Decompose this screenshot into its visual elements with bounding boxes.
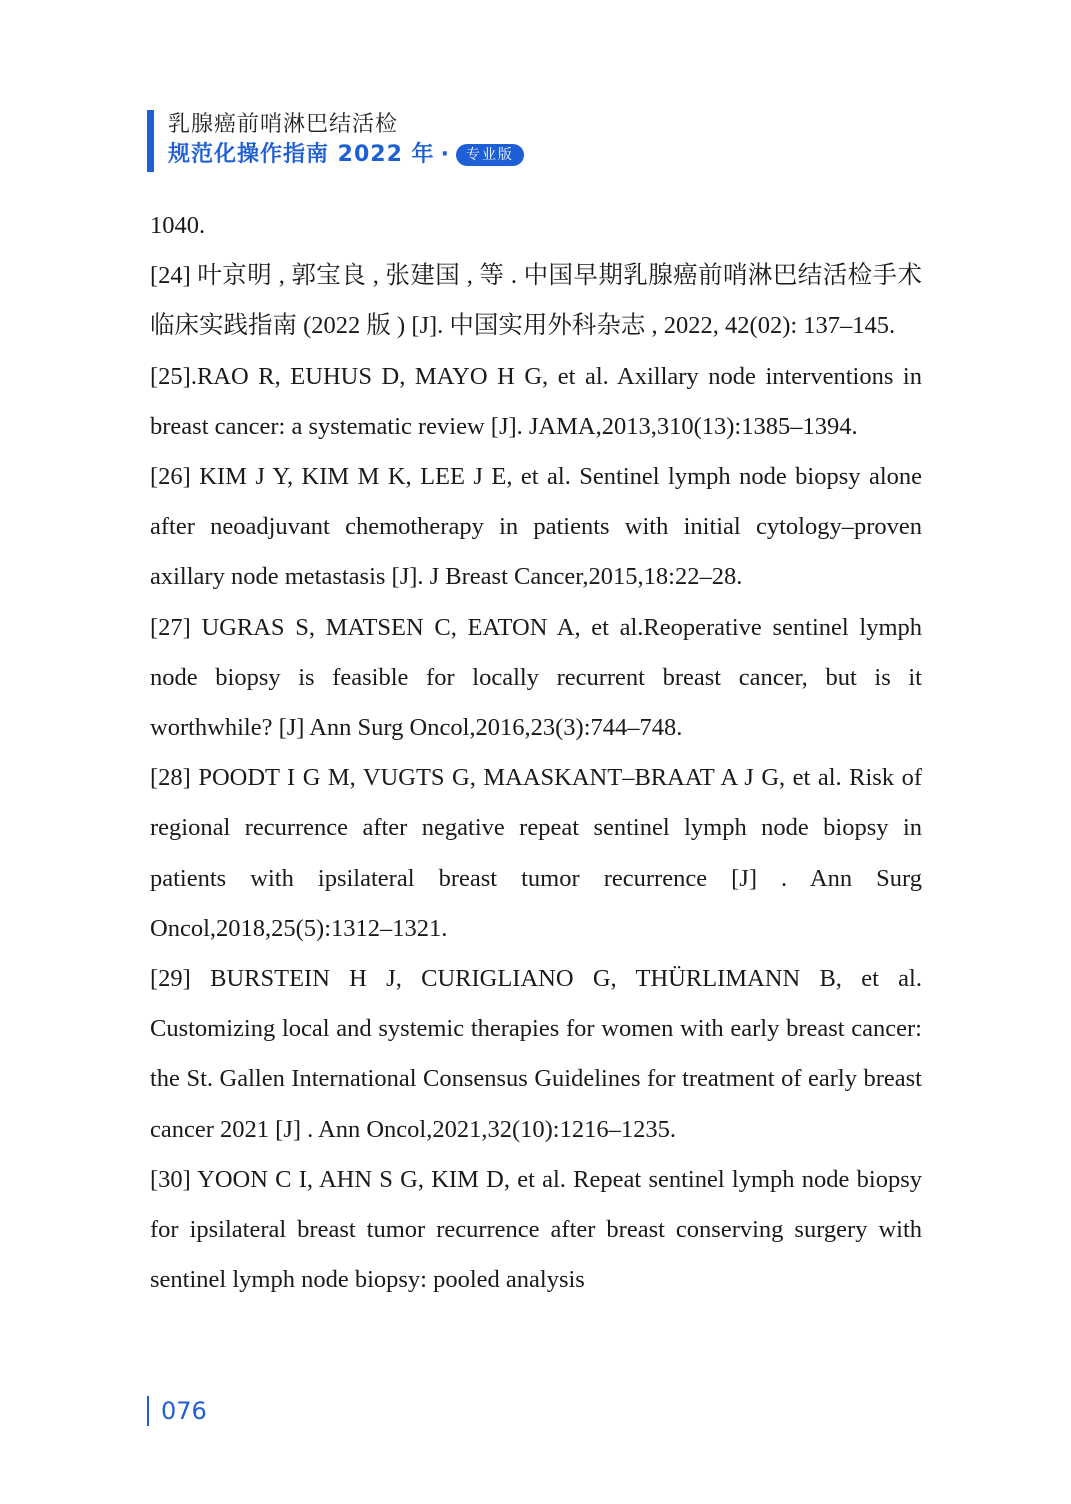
reference-item: [30] YOON C I, AHN S G, KIM D, et al. Repeat sentinel lymph node biopsy for ipsilateral breast tumor recurrence after breast conserving surgery with sentinel lymph node biopsy: pooled analysis — [150, 1165, 922, 1294]
page-number: 076 — [147, 1396, 207, 1426]
reference-item: [29] BURSTEIN H J, CURIGLIANO G, THÜRLIMANN B, et al. Customizing local and systemic therapies for women with early breast cancer: the St. Gallen International Consensus Guidelines for treatment of early breast cancer 2021 [J] . Ann Oncol,2021,32(10):1216–1235. — [150, 965, 922, 1143]
running-header — [147, 110, 524, 172]
references-list — [150, 201, 922, 1305]
header-subtitle: 规范化操作指南 2022 年 — [168, 142, 435, 167]
reference-item: [25].RAO R, EUHUS D, MAYO H G, et al. Axillary node interventions in breast cancer: a systematic review [J]. JAMA,2013,310(13):1385–1394. — [150, 362, 922, 440]
reference-item: 1040. — [150, 212, 206, 239]
header-title-line1: 乳腺癌前哨淋巴结活检 — [168, 112, 399, 137]
header-dot: · — [440, 142, 450, 167]
reference-item: [24] 叶京明 , 郭宝良 , 张建国 , 等 . 中国早期乳腺癌前哨淋巴结活检手术临床实践指南 (2022 版 ) [J]. 中国实用外科杂志 , 2022, 42(02): 137–145. — [150, 262, 922, 340]
edition-badge: 专业版 — [456, 144, 524, 166]
reference-item: [26] KIM J Y, KIM M K, LEE J E, et al. Sentinel lymph node biopsy alone after neoadjuvant chemotherapy in patients with initial cytology–proven axillary node metastasis [J]. J Breast Cancer,2015,18:22–28. — [150, 463, 922, 591]
reference-item: [28] POODT I G M, VUGTS G, MAASKANT–BRAAT A J G, et al. Risk of regional recurrence after negative repeat sentinel lymph node biopsy in patients with ipsilateral breast tumor recurrence [J] . Ann Surg Oncol,2018,25(5):1312–1321. — [150, 764, 922, 942]
header-title-line2 — [168, 140, 524, 170]
reference-item: [27] UGRAS S, MATSEN C, EATON A, et al.Reoperative sentinel lymph node biopsy is feasible for locally recurrent breast cancer, but is it worthwhile? [J] Ann Surg Oncol,2016,23(3):744–748. — [150, 613, 922, 742]
